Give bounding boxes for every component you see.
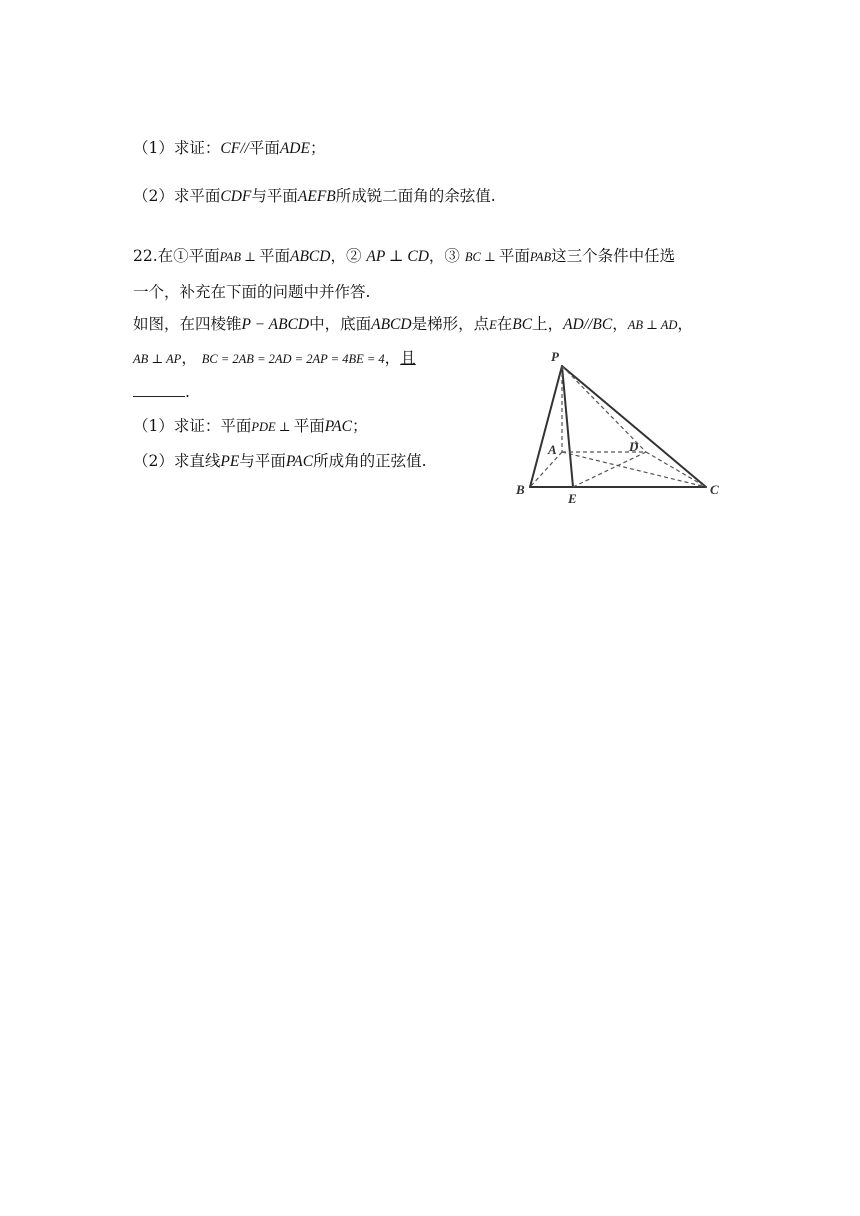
math: ADE: [279, 140, 310, 157]
edge-DC: [646, 452, 706, 487]
problem22-body-line1: [133, 314, 693, 335]
math: AB ⊥ AD: [627, 318, 678, 332]
text: 是梯形，点: [411, 315, 490, 333]
math: E: [489, 318, 497, 332]
math: BC = 2AB = 2AD = 2AP = 4BE = 4: [201, 352, 385, 366]
text: 平面: [498, 247, 530, 265]
prev-part1: [133, 138, 325, 159]
math: P − ABCD: [241, 316, 310, 333]
text: ，: [677, 315, 693, 333]
math: PDE ⊥: [251, 420, 294, 434]
text: 平面: [248, 139, 280, 157]
problem22-intro: [133, 246, 675, 267]
text: 与平面: [239, 452, 286, 470]
label-A: A: [548, 442, 557, 457]
text: 中，底面: [309, 315, 372, 333]
math: AB ⊥ AP: [133, 352, 182, 366]
text: ；: [309, 139, 326, 157]
text: ，②: [330, 247, 367, 265]
problem22-part1: [133, 416, 368, 437]
math: CF: [220, 140, 241, 157]
problem22-part2: [133, 451, 427, 472]
prev-part2: [133, 186, 496, 207]
math: PAB: [529, 250, 552, 264]
math: //: [240, 140, 249, 157]
answer-blank: [133, 382, 185, 397]
edge-PC: [562, 366, 706, 487]
text: 在: [496, 315, 513, 333]
math: BC ⊥: [464, 250, 499, 264]
text: 平面: [293, 417, 325, 435]
text: 且: [400, 349, 416, 367]
text: （1）求证：: [133, 139, 221, 157]
text: （1）求证：平面: [133, 417, 252, 435]
text: 上，: [532, 315, 564, 333]
text: （2）求平面: [133, 187, 221, 205]
problem-number: 22.: [133, 247, 158, 265]
label-C: C: [710, 482, 719, 497]
pyramid-figure: [508, 345, 738, 510]
math: ABCD: [290, 248, 331, 265]
text: 与平面: [251, 187, 298, 205]
label-E: E: [568, 491, 577, 506]
math: PAB ⊥: [219, 250, 259, 264]
label-P: P: [551, 349, 559, 364]
text: 这三个条件中任选: [551, 247, 676, 265]
text: 一个，补充在下面的问题中并作答.: [133, 283, 371, 301]
problem22-blank: [133, 382, 190, 402]
text: ，: [612, 315, 628, 333]
math: CDF: [220, 188, 252, 205]
math: PAC: [324, 418, 352, 435]
problem22-body-line2: [133, 348, 416, 369]
text: （2）求直线: [133, 452, 221, 470]
text: .: [185, 383, 190, 401]
text: ；: [351, 417, 368, 435]
text: 如图，在四棱锥: [133, 315, 242, 333]
text: ，: [181, 349, 202, 367]
math: ABCD: [371, 316, 412, 333]
text: ，③: [428, 247, 465, 265]
math: PAC: [285, 453, 314, 470]
math: AEFB: [297, 188, 336, 205]
math: PE: [220, 453, 240, 470]
text: ，: [384, 349, 401, 367]
problem22-intro-line2: [133, 282, 370, 302]
text: 所成锐二面角的余弦值.: [335, 187, 496, 205]
text: 在①平面: [157, 247, 220, 265]
text: 所成角的正弦值.: [313, 452, 427, 470]
edge-PE: [562, 366, 573, 487]
math: AD//BC: [563, 316, 613, 333]
math: AP ⊥ CD: [366, 248, 429, 265]
math: BC: [512, 316, 533, 333]
text: 平面: [258, 247, 290, 265]
label-D: D: [629, 439, 639, 454]
label-B: B: [516, 482, 525, 497]
